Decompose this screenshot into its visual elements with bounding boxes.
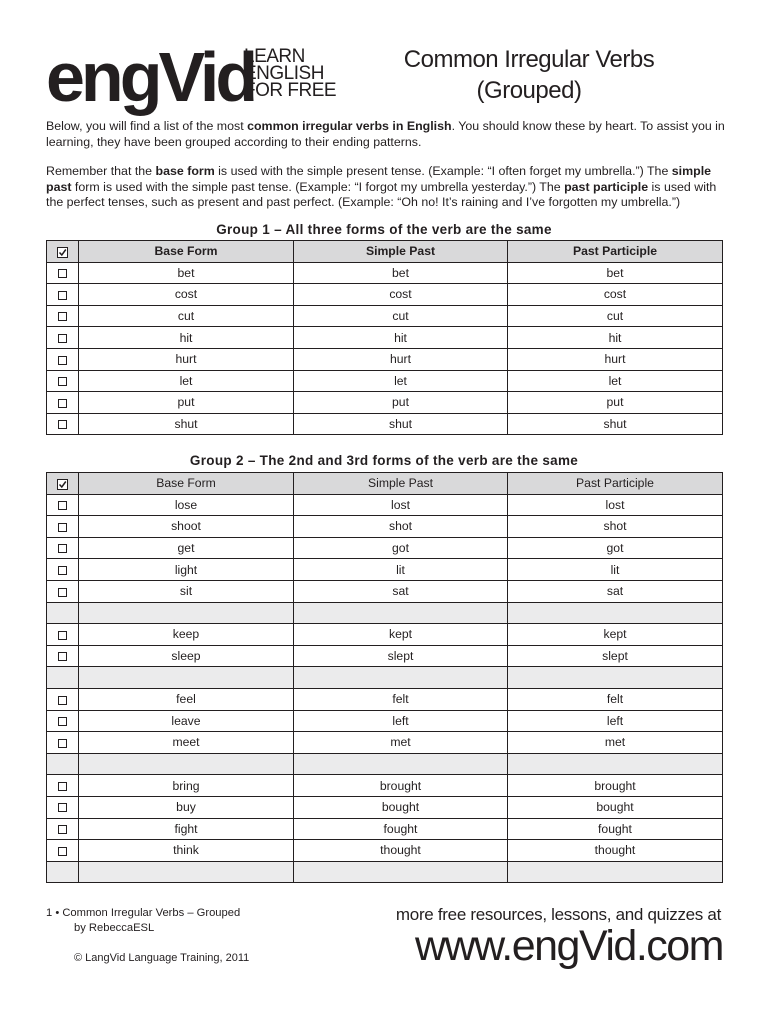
intro-paragraph-2 bbox=[46, 164, 726, 211]
checkbox-icon[interactable] bbox=[58, 566, 67, 575]
simple-past-cell: kept bbox=[294, 624, 508, 646]
simple-past-cell: hurt bbox=[294, 348, 508, 370]
base-form-cell: buy bbox=[79, 796, 294, 818]
checkbox-cell bbox=[47, 688, 79, 710]
checkbox-icon[interactable] bbox=[58, 399, 67, 408]
group-2-heading: Group 2 – The 2nd and 3rd forms of the verb are the same bbox=[189, 453, 579, 468]
past-participle-cell: hit bbox=[508, 327, 723, 349]
past-participle-cell: sat bbox=[508, 580, 723, 602]
table-row bbox=[47, 559, 723, 581]
engvid-logo bbox=[46, 40, 346, 120]
past-participle-cell: cost bbox=[508, 284, 723, 306]
past-participle-cell: shot bbox=[508, 516, 723, 538]
base-form-cell: shut bbox=[79, 413, 294, 435]
base-form-cell: feel bbox=[79, 688, 294, 710]
base-form-cell: think bbox=[79, 840, 294, 862]
past-participle-cell: bet bbox=[508, 262, 723, 284]
table-row bbox=[47, 624, 723, 646]
base-form-cell: let bbox=[79, 370, 294, 392]
base-form-cell: lose bbox=[79, 494, 294, 516]
logo-tagline-line: LEARN bbox=[244, 46, 305, 67]
checkbox-icon[interactable] bbox=[58, 588, 67, 597]
base-form-cell: sleep bbox=[79, 645, 294, 667]
base-form-cell: shoot bbox=[79, 516, 294, 538]
checkbox-icon[interactable] bbox=[58, 782, 67, 791]
checkbox-cell bbox=[47, 624, 79, 646]
checkbox-cell bbox=[47, 348, 79, 370]
checkbox-cell bbox=[47, 732, 79, 754]
past-participle-cell: met bbox=[508, 732, 723, 754]
simple-past-header: Simple Past bbox=[294, 241, 508, 263]
text-run: form is used with the simple past tense. (Example: “I forgot my umbrella yesterday.”) The bbox=[71, 179, 565, 194]
footer-author-line: by RebeccaESL bbox=[74, 922, 155, 934]
past-participle-cell: put bbox=[508, 392, 723, 414]
bold-term: past participle bbox=[564, 179, 649, 194]
simple-past-cell: bought bbox=[294, 796, 508, 818]
table-row bbox=[47, 840, 723, 862]
empty-cell bbox=[47, 667, 79, 689]
base-form-cell: get bbox=[79, 537, 294, 559]
table-row bbox=[47, 413, 723, 435]
check-column-header bbox=[47, 241, 79, 263]
table-header-row bbox=[47, 473, 723, 495]
base-form-header: Base Form bbox=[79, 241, 294, 263]
checkbox-cell bbox=[47, 559, 79, 581]
base-form-cell: cut bbox=[79, 305, 294, 327]
simple-past-cell: shut bbox=[294, 413, 508, 435]
past-participle-cell: lit bbox=[508, 559, 723, 581]
empty-cell bbox=[79, 753, 294, 775]
table-row bbox=[47, 348, 723, 370]
base-form-cell: fight bbox=[79, 818, 294, 840]
empty-cell bbox=[508, 861, 723, 883]
empty-cell bbox=[294, 667, 508, 689]
empty-cell bbox=[508, 753, 723, 775]
base-form-cell: leave bbox=[79, 710, 294, 732]
past-participle-cell: shut bbox=[508, 413, 723, 435]
checkbox-cell bbox=[47, 392, 79, 414]
base-form-cell: bet bbox=[79, 262, 294, 284]
page-title-line: (Grouped) bbox=[476, 77, 582, 104]
past-participle-cell: cut bbox=[508, 305, 723, 327]
simple-past-cell: cut bbox=[294, 305, 508, 327]
empty-cell bbox=[47, 753, 79, 775]
checkbox-icon[interactable] bbox=[58, 291, 67, 300]
table-row bbox=[47, 732, 723, 754]
checkbox-cell bbox=[47, 516, 79, 538]
empty-cell bbox=[79, 602, 294, 624]
past-participle-header: Past Participle bbox=[508, 241, 723, 263]
checked-box-icon bbox=[57, 479, 68, 490]
base-form-header: Base Form bbox=[79, 473, 294, 495]
simple-past-cell: hit bbox=[294, 327, 508, 349]
table-row bbox=[47, 392, 723, 414]
footer-page-line: 1 • Common Irregular Verbs – Grouped bbox=[46, 907, 241, 919]
empty-cell bbox=[294, 602, 508, 624]
simple-past-cell: got bbox=[294, 537, 508, 559]
spacer-row bbox=[47, 861, 723, 883]
simple-past-cell: brought bbox=[294, 775, 508, 797]
base-form-cell: hurt bbox=[79, 348, 294, 370]
table-row bbox=[47, 262, 723, 284]
simple-past-cell: thought bbox=[294, 840, 508, 862]
checkbox-icon[interactable] bbox=[58, 739, 67, 748]
checkbox-cell bbox=[47, 645, 79, 667]
checkbox-icon[interactable] bbox=[58, 334, 67, 343]
text-run: Remember that the bbox=[46, 164, 156, 178]
past-participle-cell: fought bbox=[508, 818, 723, 840]
checkbox-cell bbox=[47, 840, 79, 862]
checkbox-cell bbox=[47, 262, 79, 284]
checkbox-icon[interactable] bbox=[58, 847, 67, 856]
table-header-row bbox=[47, 241, 723, 263]
simple-past-cell: felt bbox=[294, 688, 508, 710]
empty-cell bbox=[79, 861, 294, 883]
spacer-row bbox=[47, 753, 723, 775]
table-row bbox=[47, 284, 723, 306]
footer-url-link[interactable]: www.engVid.com bbox=[414, 922, 723, 970]
spacer-row bbox=[47, 667, 723, 689]
logo-tagline-line: FOR FREE bbox=[244, 80, 337, 101]
checkbox-icon[interactable] bbox=[58, 523, 67, 532]
checkbox-cell bbox=[47, 537, 79, 559]
spacer-row bbox=[47, 602, 723, 624]
checked-box-icon bbox=[57, 247, 68, 258]
group-1-heading: Group 1 – All three forms of the verb are the same bbox=[216, 222, 552, 237]
checkbox-cell bbox=[47, 580, 79, 602]
base-form-cell: light bbox=[79, 559, 294, 581]
footer-copyright: © LangVid Language Training, 2011 bbox=[74, 952, 250, 964]
empty-cell bbox=[47, 861, 79, 883]
group-2-table bbox=[46, 472, 723, 883]
text-run: Below, you will find a list of the most bbox=[46, 119, 248, 133]
base-form-cell: sit bbox=[79, 580, 294, 602]
text-run: is used with the simple present tense. (Example: “I often forget my umbrella.”) The bbox=[214, 164, 672, 178]
empty-cell bbox=[508, 667, 723, 689]
footer-promo: more free resources, lessons, and quizzes at bbox=[395, 905, 721, 924]
bold-term: common irregular verbs in English bbox=[247, 119, 452, 133]
simple-past-cell: sat bbox=[294, 580, 508, 602]
group-1-table bbox=[46, 240, 723, 435]
checkbox-icon[interactable] bbox=[58, 420, 67, 429]
checkbox-icon[interactable] bbox=[58, 631, 67, 640]
simple-past-cell: shot bbox=[294, 516, 508, 538]
simple-past-cell: lit bbox=[294, 559, 508, 581]
checkbox-cell bbox=[47, 370, 79, 392]
table-row bbox=[47, 537, 723, 559]
checkbox-cell bbox=[47, 775, 79, 797]
simple-past-cell: left bbox=[294, 710, 508, 732]
simple-past-header: Simple Past bbox=[294, 473, 508, 495]
past-participle-cell: thought bbox=[508, 840, 723, 862]
empty-cell bbox=[47, 602, 79, 624]
checkbox-cell bbox=[47, 818, 79, 840]
text-run: . You should know these by heart. To assist you in learning, they have been grouped according to their ending patterns. bbox=[46, 119, 725, 149]
table-row bbox=[47, 516, 723, 538]
logo-wordmark: engVid bbox=[46, 38, 255, 116]
text-run: is used with the perfect tenses, such as present and past perfect. (Example: “Oh no! It’s raining and I’ve forgotten my umbrella.”) bbox=[46, 179, 717, 209]
simple-past-cell: bet bbox=[294, 262, 508, 284]
base-form-cell: keep bbox=[79, 624, 294, 646]
checkbox-icon[interactable] bbox=[58, 377, 67, 386]
simple-past-cell: let bbox=[294, 370, 508, 392]
past-participle-cell: felt bbox=[508, 688, 723, 710]
table-row bbox=[47, 796, 723, 818]
bold-term: base form bbox=[155, 164, 215, 178]
logo-tagline bbox=[244, 48, 336, 99]
simple-past-cell: met bbox=[294, 732, 508, 754]
past-participle-cell: slept bbox=[508, 645, 723, 667]
check-column-header bbox=[47, 473, 79, 495]
past-participle-header: Past Participle bbox=[508, 473, 723, 495]
checkbox-cell bbox=[47, 796, 79, 818]
empty-cell bbox=[508, 602, 723, 624]
checkbox-icon[interactable] bbox=[58, 356, 67, 365]
base-form-cell: cost bbox=[79, 284, 294, 306]
checkbox-cell bbox=[47, 710, 79, 732]
table-row bbox=[47, 327, 723, 349]
checkbox-icon[interactable] bbox=[58, 312, 67, 321]
past-participle-cell: hurt bbox=[508, 348, 723, 370]
intro-paragraph-1 bbox=[46, 119, 726, 150]
table-row bbox=[47, 370, 723, 392]
logo-tagline-line: ENGLISH bbox=[244, 63, 324, 84]
empty-cell bbox=[294, 753, 508, 775]
past-participle-cell: kept bbox=[508, 624, 723, 646]
bold-term: simple past bbox=[46, 164, 712, 194]
empty-cell bbox=[79, 667, 294, 689]
simple-past-cell: cost bbox=[294, 284, 508, 306]
table-row bbox=[47, 494, 723, 516]
checkbox-cell bbox=[47, 284, 79, 306]
page-title bbox=[376, 44, 682, 106]
footer-page-info bbox=[46, 906, 240, 936]
checkbox-icon[interactable] bbox=[58, 825, 67, 834]
table-row bbox=[47, 305, 723, 327]
page-title-line: Common Irregular Verbs bbox=[403, 46, 655, 73]
checkbox-cell bbox=[47, 494, 79, 516]
simple-past-cell: put bbox=[294, 392, 508, 414]
checkbox-icon[interactable] bbox=[58, 696, 67, 705]
table-row bbox=[47, 645, 723, 667]
past-participle-cell: brought bbox=[508, 775, 723, 797]
past-participle-cell: left bbox=[508, 710, 723, 732]
simple-past-cell: fought bbox=[294, 818, 508, 840]
simple-past-cell: lost bbox=[294, 494, 508, 516]
empty-cell bbox=[294, 861, 508, 883]
past-participle-cell: got bbox=[508, 537, 723, 559]
base-form-cell: put bbox=[79, 392, 294, 414]
checkbox-icon[interactable] bbox=[58, 803, 67, 812]
checkbox-cell bbox=[47, 327, 79, 349]
base-form-cell: bring bbox=[79, 775, 294, 797]
base-form-cell: hit bbox=[79, 327, 294, 349]
table-row bbox=[47, 580, 723, 602]
checkbox-cell bbox=[47, 413, 79, 435]
table-row bbox=[47, 775, 723, 797]
checkbox-icon[interactable] bbox=[58, 652, 67, 661]
checkbox-icon[interactable] bbox=[58, 717, 67, 726]
past-participle-cell: lost bbox=[508, 494, 723, 516]
checkbox-icon[interactable] bbox=[58, 269, 67, 278]
past-participle-cell: let bbox=[508, 370, 723, 392]
checkbox-icon[interactable] bbox=[58, 501, 67, 510]
table-row bbox=[47, 710, 723, 732]
simple-past-cell: slept bbox=[294, 645, 508, 667]
checkbox-icon[interactable] bbox=[58, 544, 67, 553]
table-row bbox=[47, 818, 723, 840]
past-participle-cell: bought bbox=[508, 796, 723, 818]
checkbox-cell bbox=[47, 305, 79, 327]
base-form-cell: meet bbox=[79, 732, 294, 754]
table-row bbox=[47, 688, 723, 710]
